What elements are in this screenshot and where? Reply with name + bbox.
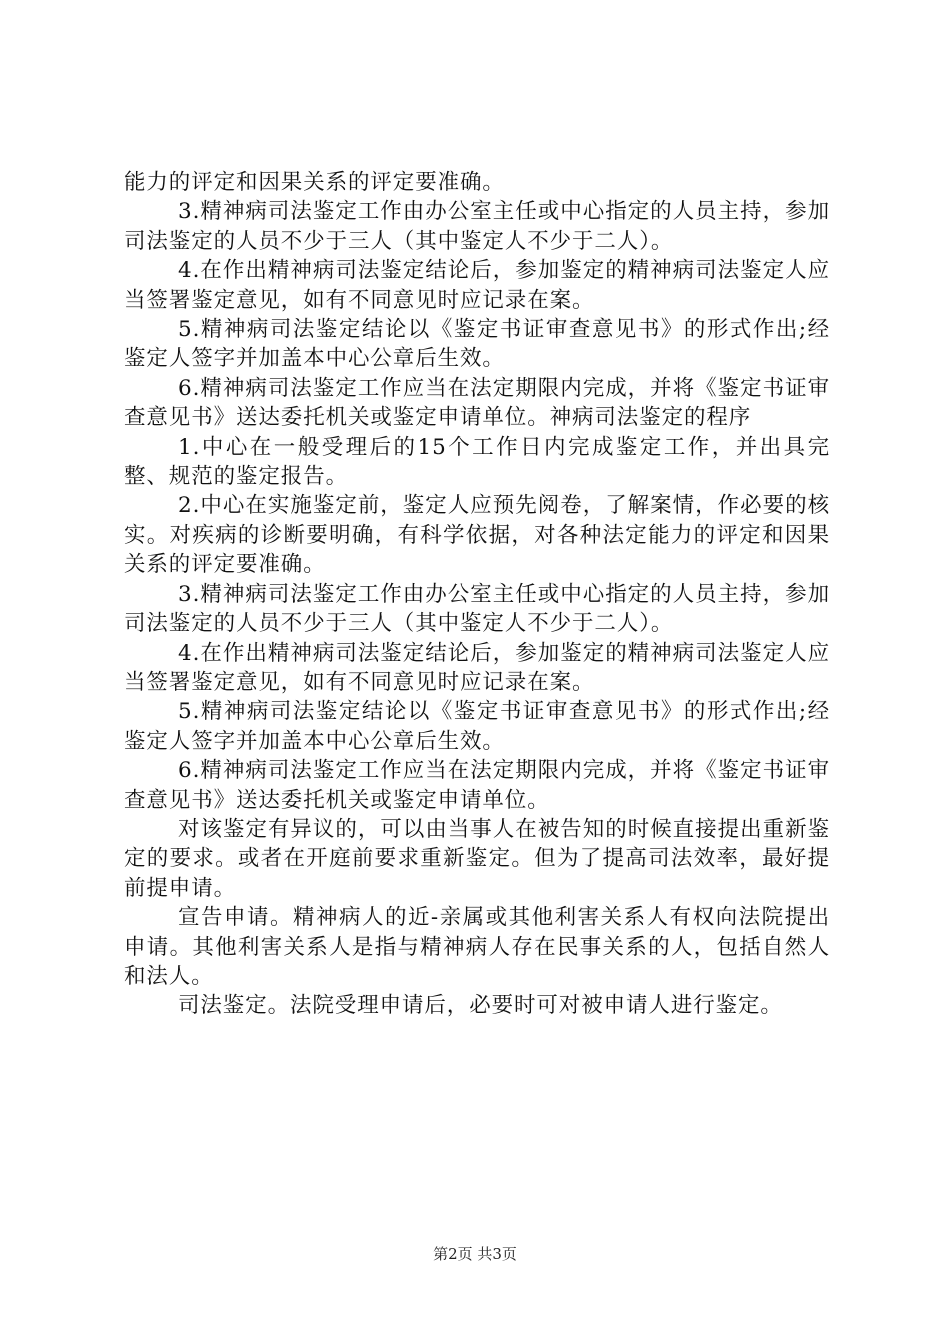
- paragraph: 司法鉴定。法院受理申请后，必要时可对被申请人进行鉴定。: [178, 993, 783, 1019]
- paragraph: 2.中心在实施鉴定前，鉴定人应预先阅卷，了解案情，作必要的核实。对疾病的诊断要明确，有科学依据，对各种法定能力的评定和因果关系的评定要准确。: [124, 493, 830, 578]
- paragraph: 5.精神病司法鉴定结论以《鉴定书证审查意见书》的形式作出;经鉴定人签字并加盖本中心公章后生效。: [124, 317, 830, 372]
- paragraph: 1.中心在一般受理后的15个工作日内完成鉴定工作，并出具完整、规范的鉴定报告。: [124, 434, 830, 490]
- paragraph: 3.精神病司法鉴定工作由办公室主任或中心指定的人员主持，参加司法鉴定的人员不少于三人（其中鉴定人不少于二人）。: [124, 581, 830, 637]
- page-number-footer: 第2页 共3页: [433, 1245, 517, 1263]
- paragraph: 6.精神病司法鉴定工作应当在法定期限内完成，并将《鉴定书证审查意见书》送达委托机关或鉴定申请单位。: [124, 758, 830, 813]
- paragraph: 对该鉴定有异议的，可以由当事人在被告知的时候直接提出重新鉴定的要求。或者在开庭前要求重新鉴定。但为了提高司法效率，最好提前提申请。: [124, 816, 830, 901]
- paragraph: 4.在作出精神病司法鉴定结论后，参加鉴定的精神病司法鉴定人应当签署鉴定意见，如有不同意见时应记录在案。: [124, 258, 830, 313]
- paragraph: 6.精神病司法鉴定工作应当在法定期限内完成，并将《鉴定书证审查意见书》送达委托机关或鉴定申请单位。神病司法鉴定的程序: [124, 375, 830, 431]
- paragraph: 3.精神病司法鉴定工作由办公室主任或中心指定的人员主持，参加司法鉴定的人员不少于三人（其中鉴定人不少于二人）。: [124, 199, 830, 254]
- paragraph: 5.精神病司法鉴定结论以《鉴定书证审查意见书》的形式作出;经鉴定人签字并加盖本中心公章后生效。: [124, 699, 830, 754]
- paragraph: 4.在作出精神病司法鉴定结论后，参加鉴定的精神病司法鉴定人应当签署鉴定意见，如有不同意见时应记录在案。: [124, 640, 830, 695]
- document-body: [124, 168, 830, 1021]
- paragraph: 宣告申请。精神病人的近-亲属或其他利害关系人有权向法院提出申请。其他利害关系人是指与精神病人存在民事关系的人，包括自然人和法人。: [124, 905, 830, 989]
- paragraph: 能力的评定和因果关系的评定要准确。: [124, 170, 505, 195]
